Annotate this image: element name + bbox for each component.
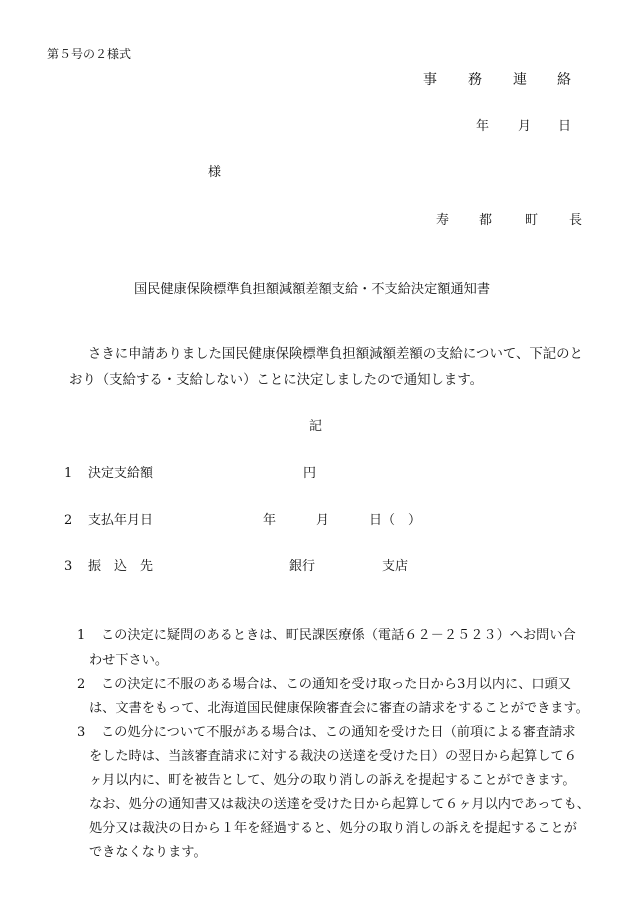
- date-year: 年: [476, 119, 490, 134]
- item-number: 3: [64, 559, 73, 574]
- branch-label: 支店: [382, 559, 409, 574]
- intro-line-1: さきに申請ありました国民健康保険標準負担額減額差額の支給について、下記のと: [88, 347, 583, 362]
- addressee-suffix: 様: [208, 165, 222, 180]
- memo-title-char: 事: [423, 72, 437, 88]
- note-text: わせ下さい。: [89, 653, 169, 668]
- memo-title-char: 絡: [557, 72, 571, 88]
- item-label: 振 込 先: [88, 559, 154, 574]
- sender-char: 寿: [436, 213, 450, 228]
- date-day: 日: [558, 119, 572, 134]
- amount-unit: 円: [303, 466, 317, 481]
- bank-label: 銀行: [289, 559, 316, 574]
- note-text: この処分について不服がある場合は、この通知を受けた日（前項による審査請求: [101, 725, 576, 740]
- item-label: 決定支給額: [88, 466, 154, 481]
- memo-title-char: 務: [468, 72, 482, 88]
- item-label: 支払年月日: [88, 513, 154, 528]
- note-number: 1: [77, 628, 86, 643]
- note-text: ヶ月以内に、町を被告として、処分の取り消しの訴えを提起することができます。: [89, 773, 576, 788]
- payment-month: 月: [316, 513, 330, 528]
- note-text: をした時は、当該審査請求に対する裁決の送達を受けた日）の翌日から起算して６: [89, 749, 577, 764]
- note-text: できなくなります。: [89, 845, 207, 860]
- payment-day: 日（ ）: [369, 513, 422, 528]
- memo-title-char: 連: [513, 72, 527, 88]
- note-text: この決定に疑問のあるときは、町民課医療係（電話６２－２５２３）へお問い合: [101, 628, 576, 643]
- date-month: 月: [518, 119, 532, 134]
- item-number: 1: [64, 466, 73, 481]
- note-text: なお、処分の通知書又は裁決の送達を受けた日から起算して６ヶ月以内であっても、: [89, 797, 590, 812]
- document-title: 国民健康保険標準負担額減額差額支給・不支給決定額通知書: [134, 282, 491, 297]
- sender-char: 都: [479, 213, 493, 228]
- note-text: この決定に不服のある場合は、この通知を受け取った日から3月以内に、口頭又: [101, 677, 571, 692]
- item-number: 2: [64, 513, 73, 528]
- form-number: 第５号の２様式: [47, 47, 132, 61]
- note-number: 2: [77, 677, 86, 692]
- note-number: 3: [77, 725, 86, 740]
- sender-char: 長: [569, 213, 583, 228]
- note-text: は、文書をもって、北海道国民健康保険審査会に審査の請求をすることができます。: [89, 701, 589, 716]
- payment-year: 年: [263, 513, 277, 528]
- note-text: 処分又は裁決の日から１年を経過すると、処分の取り消しの訴えを提起することが: [89, 821, 577, 836]
- ki-heading: 記: [309, 419, 323, 434]
- sender-char: 町: [525, 213, 539, 228]
- intro-line-2: おり（支給する・支給しない）ことに決定しましたので通知します。: [69, 373, 484, 388]
